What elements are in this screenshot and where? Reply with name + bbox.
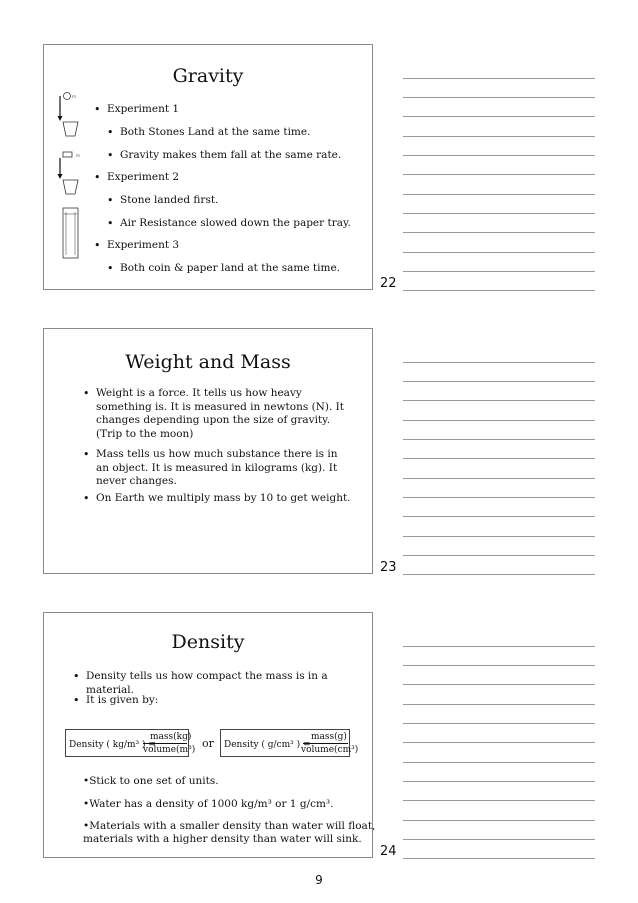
- or-text: or: [202, 737, 214, 750]
- fraction-bar: [143, 743, 187, 744]
- stone-drop-icon: [58, 93, 79, 137]
- note-line: materials with a higher density than water will sink.: [83, 833, 362, 845]
- note-line: •Water has a density of 1000 kg/m³ or 1 g/cm³.: [83, 798, 334, 810]
- fraction-bar: [303, 743, 348, 744]
- bullet-item: • Weight is a force. It tells us how heavy something is. It is measured in newtons (N). It changes depending upon the size of gravity. (Trip to the moon): [96, 387, 348, 441]
- page-number: 9: [315, 873, 323, 887]
- bullet-item: • On Earth we multiply mass by 10 to get weight.: [96, 492, 356, 506]
- slide-title: Weight and Mass: [125, 351, 291, 373]
- slide-number: 22: [380, 276, 397, 291]
- slide-number: 23: [380, 560, 397, 575]
- slide-title: Density: [171, 631, 245, 653]
- coin-tube-icon: [63, 208, 78, 258]
- slide-number: 24: [380, 844, 397, 859]
- formula-denominator: volume(cm³): [301, 745, 359, 755]
- bullet-item: • Both coin & paper land at the same time.: [120, 262, 340, 276]
- formula-kg-m3: [65, 729, 196, 757]
- formula-denominator: volume(m³): [143, 745, 196, 755]
- formula-label: Density ( kg/m³ ) =: [69, 740, 156, 750]
- slide-density: [43, 612, 376, 858]
- bullet-item: • It is given by:: [86, 694, 158, 708]
- formula-label: Density ( g/cm³ ) =: [224, 740, 311, 750]
- svg-text:m: m: [76, 153, 80, 158]
- bullet-item: • Stone landed first.: [120, 194, 218, 208]
- note-line: •Stick to one set of units.: [83, 775, 219, 787]
- bullet-item: • Density tells us how compact the mass is in a material.: [86, 670, 366, 697]
- bullet-item: • Mass tells us how much substance there is in an object. It is measured in kilograms (kg). It never changes.: [96, 448, 348, 489]
- paper-tray-icon: [58, 152, 81, 194]
- slide-title: Gravity: [172, 65, 244, 87]
- bullet-item: • Gravity makes them fall at the same rate.: [120, 149, 341, 163]
- formula-numerator: mass(kg): [150, 732, 192, 742]
- bullet-item: • Experiment 1: [107, 103, 179, 117]
- slide-weight-and-mass: [43, 328, 373, 574]
- formula-numerator: mass(g): [311, 732, 347, 742]
- bullet-item: • Experiment 2: [107, 171, 179, 185]
- svg-text:m: m: [72, 94, 76, 99]
- note-line: •Materials with a smaller density than water will float,: [83, 820, 376, 832]
- bullet-item: • Experiment 3: [107, 239, 179, 253]
- formula-g-cm3: [220, 729, 359, 757]
- bullet-item: • Air Resistance slowed down the paper tray.: [120, 217, 351, 231]
- bullet-item: • Both Stones Land at the same time.: [120, 126, 310, 140]
